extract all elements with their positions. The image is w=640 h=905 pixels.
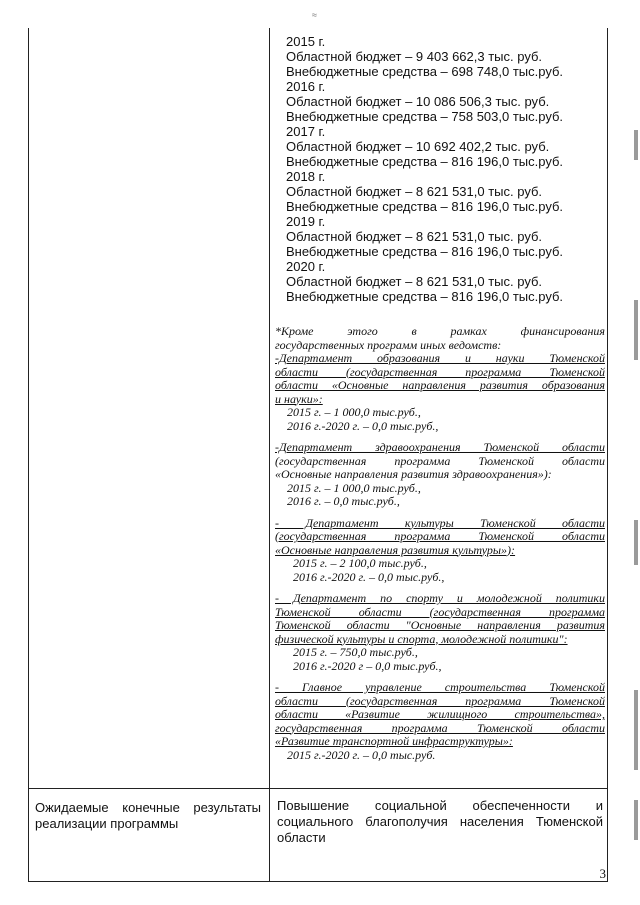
scan-edge-mark bbox=[634, 300, 638, 360]
budget-line: Областной бюджет – 10 692 402,2 тыс. руб. bbox=[286, 139, 550, 154]
budget-line: Внебюджетные средства – 816 196,0 тыс.руб. bbox=[286, 289, 564, 304]
dept-line: -Департамент здравоохранения Тюменской области bbox=[275, 440, 605, 454]
scan-edge-mark bbox=[634, 520, 638, 565]
row-divider bbox=[29, 788, 607, 789]
budget-line: Областной бюджет – 8 621 531,0 тыс. руб. bbox=[286, 229, 543, 244]
column-divider bbox=[269, 28, 270, 881]
scan-edge-mark bbox=[634, 800, 638, 840]
dept-line: области «Развитие жилищного строительства», bbox=[275, 707, 605, 721]
budget-line: 2017 г. bbox=[286, 124, 326, 139]
dept-line: (государственная программа Тюменской области bbox=[275, 453, 605, 468]
dept-line: «Развитие транспортной инфраструктуры»: bbox=[275, 734, 513, 748]
results-value-line: социального благополучия населения Тюменской bbox=[277, 814, 603, 829]
budget-line: Внебюджетные средства – 758 503,0 тыс.руб. bbox=[286, 109, 564, 124]
dept-line: государственная программа Тюменской области bbox=[275, 720, 605, 735]
dept-amount: 2015 г. – 1 000,0 тыс.руб., bbox=[287, 405, 421, 419]
budget-line: 2016 г. bbox=[286, 79, 326, 94]
results-value bbox=[277, 798, 603, 846]
budget-line: Внебюджетные средства – 816 196,0 тыс.руб. bbox=[286, 154, 564, 169]
dept-line: -Департамент образования и науки Тюменской bbox=[275, 351, 605, 365]
dept-line: «Основные направления развития культуры»): bbox=[275, 542, 516, 557]
dept-line: - Главное управление строительства Тюменской bbox=[275, 680, 605, 694]
dept-line: «Основные направления развития здравоохранения»): bbox=[275, 467, 552, 481]
dept-amount: 2016 г.-2020 г. – 0,0 тыс.руб., bbox=[287, 418, 439, 433]
dept-line: (государственная программа Тюменской области bbox=[275, 529, 605, 543]
results-value-line: области bbox=[277, 830, 326, 845]
budget-line: Областной бюджет – 10 086 506,3 тыс. руб. bbox=[286, 94, 550, 109]
page-number: 3 bbox=[599, 866, 606, 881]
budget-line: Внебюджетные средства – 816 196,0 тыс.руб. bbox=[286, 199, 564, 214]
results-label-line: реализации программы bbox=[35, 816, 179, 831]
dept-amount: 2015 г. – 750,0 тыс.руб., bbox=[293, 645, 418, 659]
scan-edge-mark bbox=[634, 690, 638, 770]
dept-amount: 2015 г.-2020 г. – 0,0 тыс.руб. bbox=[287, 747, 436, 762]
dept-line: области (государственная программа Тюменской bbox=[275, 693, 605, 708]
results-label bbox=[35, 800, 261, 832]
dept-amount: 2016 г.-2020 г. – 0,0 тыс.руб., bbox=[293, 569, 445, 584]
budget-line: 2020 г. bbox=[286, 259, 326, 274]
dept-line: области «Основные направления развития образования bbox=[275, 378, 605, 392]
scan-mark: ≈ bbox=[312, 10, 317, 20]
dept-amount: 2015 г. – 1 000,0 тыс.руб., bbox=[287, 480, 421, 495]
scan-edge-mark bbox=[634, 130, 638, 160]
dept-amount: 2016 г.-2020 г – 0,0 тыс.руб., bbox=[293, 658, 442, 673]
budget-line: 2019 г. bbox=[286, 214, 326, 229]
budget-line: Внебюджетные средства – 698 748,0 тыс.руб. bbox=[286, 64, 564, 79]
budget-breakdown bbox=[286, 34, 563, 304]
dept-line: области (государственная программа Тюменской bbox=[275, 364, 605, 379]
budget-line: 2015 г. bbox=[286, 34, 326, 49]
dept-line: - Департамент культуры Тюменской области bbox=[275, 515, 605, 530]
budget-line: Областной бюджет – 8 621 531,0 тыс. руб. bbox=[286, 184, 543, 199]
dept-amount: 2016 г. – 0,0 тыс.руб., bbox=[287, 494, 400, 508]
other-programs bbox=[275, 325, 605, 762]
budget-line: 2018 г. bbox=[286, 169, 326, 184]
dept-line: и науки»: bbox=[275, 391, 323, 406]
budget-line: Областной бюджет – 8 621 531,0 тыс. руб. bbox=[286, 274, 543, 289]
budget-line: Областной бюджет – 9 403 662,3 тыс. руб. bbox=[286, 49, 543, 64]
dept-line: - Департамент по спорту и молодежной политики bbox=[275, 591, 605, 605]
dept-line: физической культуры и спорта, молодежной политики": bbox=[275, 631, 568, 646]
intro-line: государственных программ иных ведомств: bbox=[275, 337, 502, 352]
results-label-line: Ожидаемые конечные результаты bbox=[35, 800, 261, 815]
dept-line: Тюменской области (государственная программа bbox=[275, 604, 605, 619]
program-table bbox=[28, 28, 608, 882]
dept-line: Тюменской области "Основные направления развития bbox=[275, 618, 605, 632]
budget-line: Внебюджетные средства – 816 196,0 тыс.руб. bbox=[286, 244, 564, 259]
intro-line: *Кроме этого в рамках финансирования bbox=[275, 324, 605, 338]
dept-amount: 2015 г. – 2 100,0 тыс.руб., bbox=[293, 556, 427, 570]
results-value-line: Повышение социальной обеспеченности и bbox=[277, 798, 603, 813]
